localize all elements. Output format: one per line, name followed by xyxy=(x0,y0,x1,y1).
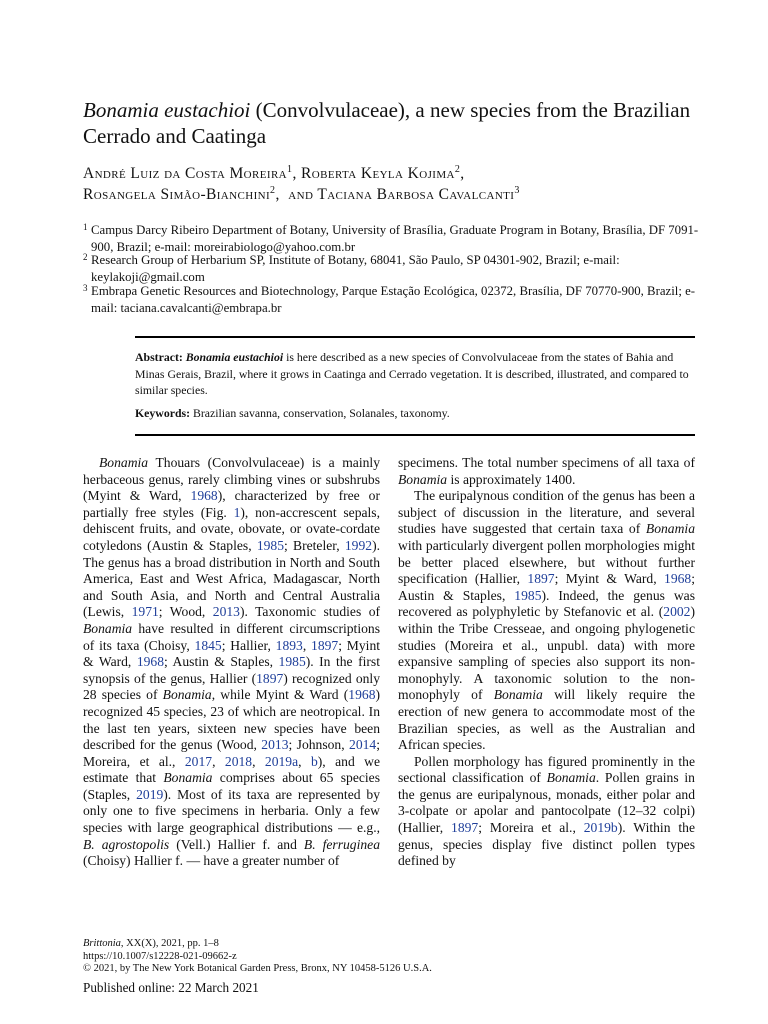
citation-link[interactable]: b xyxy=(310,753,318,769)
citation-link[interactable]: 2017 xyxy=(184,753,213,769)
body-column-right xyxy=(398,455,695,870)
title-rest: (Convolvulaceae), a new species from the Brazilian Cerrado and Caatinga xyxy=(83,98,691,148)
abstract-bottom-rule xyxy=(135,434,695,436)
citation-link[interactable]: 1992 xyxy=(344,537,373,553)
citation-link[interactable]: 2013 xyxy=(261,737,289,753)
keywords-text: Brazilian savanna, conservation, Solanales, taxonomy. xyxy=(190,406,450,420)
paragraph: The euripalynous condition of the genus has been a subject of discussion in the literature, and several studies have suggested that certain taxa of Bonamia with particularly divergent pollen morphologies might be better placed elsewhere, but without further specification (Hallier, 1897; Myint & Ward, 1968; Austin & Staples, 1985). Indeed, the genus was recovered as polyphyletic by Stefanovic et al. (2002) within the Tribe Cresseae, and ongoing phylogenetic studies (Moreira et al., unpubl. data) with more expansive sampling of species also support its non-monophyly. A taxonomic solution to the non-monophyly of Bonamia will likely require the erection of new genera to accommodate most of the Brazilian species, as well as the Australian and African species. xyxy=(398,488,695,753)
citation-link[interactable]: 2002 xyxy=(663,604,691,620)
citation-link[interactable]: 1897 xyxy=(451,820,479,836)
citation-link[interactable]: 1845 xyxy=(194,637,222,653)
citation-link[interactable]: 1968 xyxy=(348,687,376,703)
affiliation-2: 2 Research Group of Herbarium SP, Institute of Botany, 68041, São Paulo, SP 04301-902, Brazil; e-mail: keylakoji@gmail.com xyxy=(83,252,620,284)
author-and: and xyxy=(288,186,314,204)
citation-link[interactable]: 1985 xyxy=(278,654,306,670)
citation-link[interactable]: 1985 xyxy=(256,537,285,553)
paragraph: Pollen morphology has figured prominently in the sectional classification of Bonamia. Pollen grains in the genus are euripalynous, monads, either polar and 3-colpate or apolar and pantocolpate (12–32 colpi) (Hallier, 1897; Moreira et al., 2019b). Within the genus, species display five distinct pollen types defined by xyxy=(398,753,695,869)
affiliation-1: 1 Campus Darcy Ribeiro Department of Botany, University of Brasília, Graduate Program in Botany, Brasília, DF 7091-900, Brazil; e-mail: moreirabiologo@yahoo.com.br xyxy=(83,222,699,254)
citation-link[interactable]: 1897 xyxy=(256,670,284,686)
citation-link[interactable]: 1985 xyxy=(514,587,542,603)
citation-link[interactable]: 1968 xyxy=(190,488,218,504)
citation-link[interactable]: 2013 xyxy=(212,604,240,620)
abstract-species: Bonamia eustachioi xyxy=(185,350,284,364)
figure-link[interactable]: 1 xyxy=(233,504,241,520)
keywords xyxy=(135,405,695,422)
citation-link[interactable]: 2019 xyxy=(136,786,164,802)
author-4: Taciana Barbosa Cavalcanti xyxy=(317,186,515,204)
abstract-text: is here described as a new species of Convolvulaceae from the states of Bahia and Minas Gerais, Brazil, where it grows in Caatinga and Cerrado vegetation. It is described, illustrated, and compared to similar species. xyxy=(135,350,689,397)
footer-citation: Brittonia, XX(X), 2021, pp. 1–8 xyxy=(83,938,219,949)
abstract-label: Abstract: xyxy=(135,350,183,364)
citation-link[interactable]: 1893 xyxy=(275,637,303,653)
citation-link[interactable]: 1968 xyxy=(664,571,692,587)
citation-link[interactable]: 1897 xyxy=(311,637,339,653)
title-species: Bonamia eustachioi xyxy=(83,98,251,122)
affiliation-3: 3 Embrapa Genetic Resources and Biotechnology, Parque Estação Ecológica, 02372, Brasília, DF 70770-900, Brazil; e-mail: taciana.cavalcanti@embrapa.br xyxy=(83,283,696,315)
author-line-2: Rosangela Simão-Bianchini$^2$, and Taciana Barbosa Cavalcanti$^3$ xyxy=(83,185,520,204)
paper-title xyxy=(83,97,703,149)
footer-doi[interactable]: https://10.1007/s12228-021-09662-z xyxy=(83,951,237,962)
keywords-label: Keywords: xyxy=(135,406,191,420)
citation-link[interactable]: 2018 xyxy=(224,753,253,769)
citation-link[interactable]: 1971 xyxy=(131,604,159,620)
paragraph: Bonamia Thouars (Convolvulaceae) is a mainly herbaceous genus, rarely climbing vines or subshrubs (Myint & Ward, 1968), characterized by free or partially free styles (Fig. 1), non-accrescent sepals, dehiscent fruits, and ovate, obovate, or ovate-cordate cotyledons (Austin & Staples, 1985; Breteler, 1992). The genus has a broad distribution in North and South America, East and West Africa, Madagascar, North and South Asia, and North and Central Australia (Lewis, 1971; Wood, 2013). Taxonomic studies of Bonamia have resulted in different circumscriptions of its taxa (Choisy, 1845; Hallier, 1893, 1897; Myint & Ward, 1968; Austin & Staples, 1985). In the first synopsis of the genus, Hallier (1897) recognized only 28 species of Bonamia, while Myint & Ward (1968) recognized 45 species, 23 of which are neotropical. In the last ten years, sixteen new species have been described for the genus (Wood, 2013; Johnson, 2014; Moreira, et al., 2017, 2018, 2019a, b), and we estimate that Bonamia comprises about 65 species (Staples, 2019). Most of its taxa are represented by only one to five specimens in herbaria. Only a few species with large geographical distributions — e.g., B. agrostopolis (Vell.) Hallier f. and B. ferruginea (Choisy) Hallier f. — have a greater number of xyxy=(83,455,381,869)
citation-link[interactable]: 2019a xyxy=(264,753,299,769)
abstract xyxy=(135,349,695,399)
citation-link[interactable]: 1897 xyxy=(527,571,555,587)
citation-link[interactable]: 1968 xyxy=(136,654,165,670)
author-3: Rosangela Simão-Bianchini xyxy=(83,186,271,204)
body-column-left xyxy=(83,455,380,870)
author-line-1: André Luiz da Costa Moreira$^1$, Roberta Keyla Kojima$^2$, xyxy=(83,164,465,183)
citation-link[interactable]: 2014 xyxy=(349,737,377,753)
journal-name: Brittonia xyxy=(83,938,121,949)
citation-link[interactable]: 2019b xyxy=(583,820,618,836)
abstract-top-rule xyxy=(135,336,695,338)
footer-copyright: © 2021, by The New York Botanical Garden Press, Bronx, NY 10458-5126 U.S.A. xyxy=(83,963,432,974)
paragraph: specimens. The total number specimens of all taxa of Bonamia is approximately 1400. xyxy=(398,455,695,487)
author-2: Roberta Keyla Kojima xyxy=(301,165,455,183)
published-date: Published online: 22 March 2021 xyxy=(83,980,259,995)
author-1: André Luiz da Costa Moreira xyxy=(83,165,288,183)
